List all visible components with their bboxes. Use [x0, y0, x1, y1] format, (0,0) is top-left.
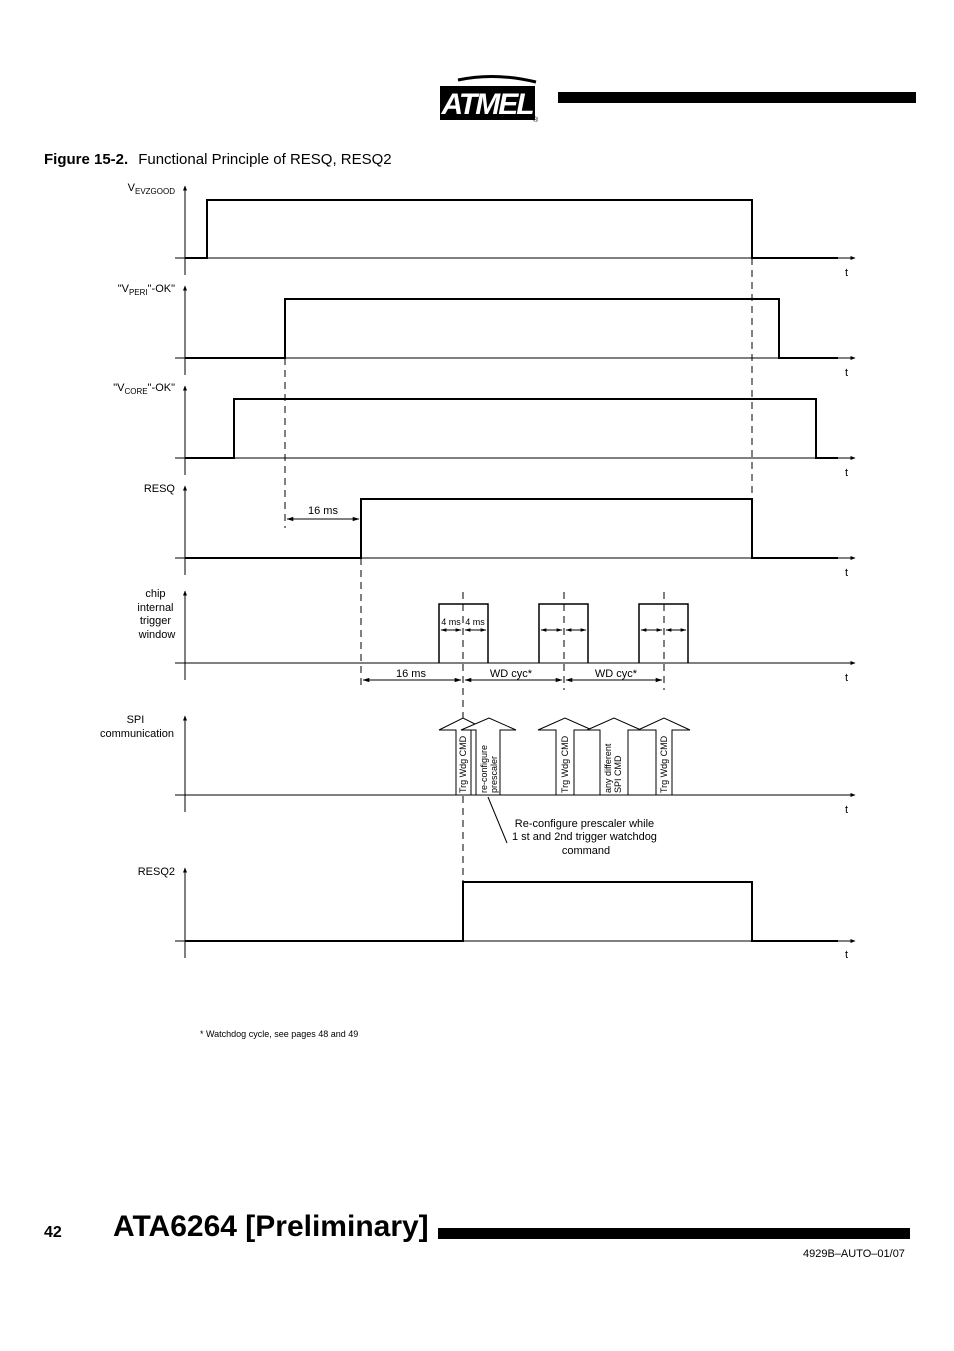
- window-half-2-label: 4 ms: [465, 617, 485, 627]
- resq2-waveform: [185, 882, 838, 941]
- vperi-waveform: [185, 299, 838, 358]
- document-code: 4929B–AUTO–01/07: [803, 1248, 905, 1260]
- window-half-1-label: 4 ms: [441, 617, 461, 627]
- t-label-vcore: t: [845, 467, 849, 479]
- label-trigger-window: chip internal trigger window: [137, 588, 176, 641]
- label-resq: RESQ: [143, 483, 175, 495]
- window-delay-label: 16 ms: [396, 668, 426, 680]
- spi-cmd-label-3: Trg Wdg CMD: [560, 735, 570, 793]
- svg-text:ATMEL: ATMEL: [441, 88, 533, 121]
- footer-rule: [438, 1228, 910, 1239]
- resq-waveform: [185, 499, 838, 558]
- t-label-window: t: [845, 672, 849, 684]
- spi-cmd-label-1: Trg Wdg CMD: [458, 735, 468, 793]
- document-title: ATA6264 [Preliminary]: [113, 1210, 429, 1243]
- prescaler-callout: Re-configure prescaler while 1 st and 2nd trigger watchdog command: [512, 818, 657, 857]
- label-resq2: RESQ2: [137, 866, 175, 878]
- label-spi: SPI communication: [100, 714, 174, 740]
- vcore-waveform: [185, 399, 838, 458]
- svg-text:®: ®: [533, 117, 539, 124]
- label-vevzgood: $V_{EVZGOOD}$: [127, 182, 175, 196]
- t-label-vperi: t: [845, 367, 849, 379]
- label-vcore: "$V_{CORE}"-OK$": [113, 382, 175, 396]
- spi-cmd-label-4: any different SPI CMD: [603, 743, 623, 793]
- vevzgood-waveform: [185, 200, 838, 258]
- footnote: * Watchdog cycle, see pages 48 and 49: [200, 1029, 359, 1039]
- page-number: 42: [44, 1224, 62, 1241]
- label-vperi: "$V_{PERI}"-OK$": [117, 283, 175, 297]
- resq-delay-label: 16 ms: [308, 505, 338, 517]
- spi-cmd-label-5: Trg Wdg CMD: [659, 735, 669, 793]
- figure-number: Figure 15-2.: [44, 151, 129, 168]
- wd-cycle-1-label: WD cyc*: [489, 668, 533, 680]
- t-label-spi: t: [845, 804, 849, 816]
- spi-cmd-label-2: re-configure prescaler: [479, 744, 499, 793]
- figure-title: Functional Principle of RESQ, RESQ2: [138, 151, 392, 168]
- wd-cycle-2-label: WD cyc*: [594, 668, 638, 680]
- t-label-resq2: t: [845, 949, 849, 961]
- callout-leader: [488, 797, 507, 843]
- t-label-vevzgood: t: [845, 267, 849, 279]
- t-label-resq: t: [845, 567, 849, 579]
